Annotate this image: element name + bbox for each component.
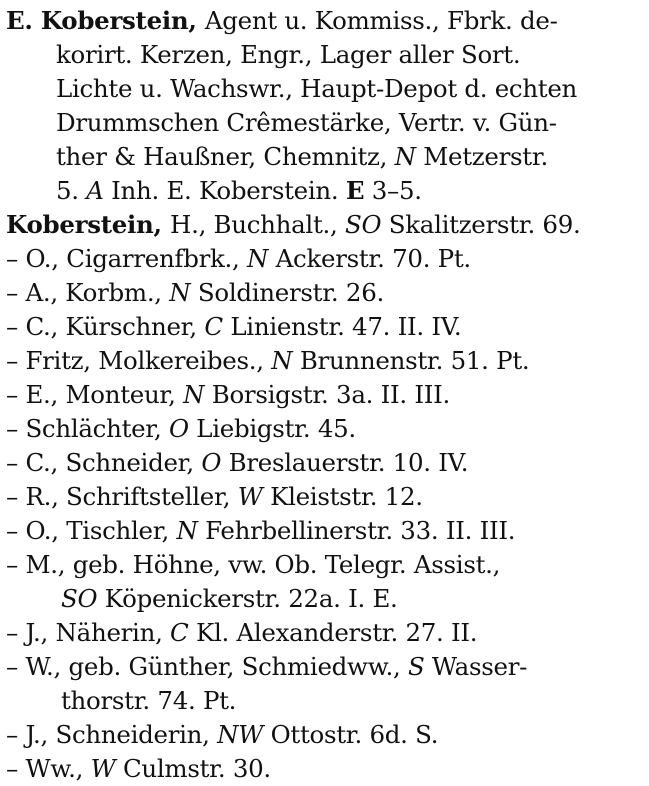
directory-page (6, 4, 643, 783)
postal-district: S (407, 652, 425, 681)
entry-text: – R., Schriftsteller, (6, 482, 238, 511)
entry-line (6, 344, 529, 378)
entry-text: – Fritz, Molkereibes., (6, 346, 272, 375)
entry-continuation-line (56, 174, 422, 208)
postal-district: C (204, 312, 223, 341)
entry-text: – W., geb. Günther, Schmiedww., (6, 652, 408, 681)
entry-text: Linienstr. 47. II. IV. (222, 312, 462, 341)
entry-text: – C., Kürschner, (6, 312, 205, 341)
entry-text: Köpenickerstr. 22a. I. E. (97, 584, 398, 613)
postal-district: A (86, 176, 104, 205)
entry-text: ther & Haußner, Chemnitz, (56, 142, 395, 171)
postal-district: N (247, 244, 269, 273)
entry-text: Ackerstr. 70. Pt. (268, 244, 471, 273)
entry-line (6, 276, 384, 310)
entry-text: Borsigstr. 3a. II. III. (204, 380, 450, 409)
entry-text: – J., Schneiderin, (6, 720, 218, 749)
entry-continuation-line (61, 582, 398, 616)
entry-text: – Ww., (6, 754, 91, 783)
entry-text: 3–5. (364, 176, 422, 205)
entry-line (6, 548, 500, 582)
entry-text: – E., Monteur, (6, 380, 184, 409)
entry-text: Lichte u. Wachswr., Haupt-Depot d. echten (56, 74, 578, 103)
entry-continuation-line (61, 684, 236, 718)
entry-text: Drummschen Crêmestärke, Vertr. v. Gün- (56, 108, 557, 137)
entry-line (6, 412, 356, 446)
entry-line (6, 310, 461, 344)
entry-text: – Schlächter, (6, 414, 170, 443)
entry-text: – J., Näherin, (6, 618, 171, 647)
entry-text: – O., Cigarrenfbrk., (6, 244, 247, 273)
entry-text: – M., geb. Höhne, vw. Ob. Telegr. Assist., (6, 550, 501, 579)
entry-line (6, 718, 438, 752)
entry-continuation-line (56, 38, 520, 72)
entry-text: Skalitzerstr. 69. (381, 210, 581, 239)
postal-district: W (90, 754, 116, 783)
entry-continuation-line (56, 72, 577, 106)
postal-district: N (169, 278, 191, 307)
postal-district: N (176, 516, 198, 545)
entry-continuation-line (56, 140, 548, 174)
entry-text: Metzerstr. (415, 142, 549, 171)
entry-text: Soldinerstr. 26. (190, 278, 384, 307)
entry-line (6, 208, 581, 242)
entry-text: 5. (56, 176, 87, 205)
postal-district: NW (217, 720, 264, 749)
entry-line (6, 752, 271, 786)
entry-line (6, 4, 558, 38)
postal-district: N (183, 380, 205, 409)
entry-text: Culmstr. 30. (115, 754, 271, 783)
postal-district: C (170, 618, 189, 647)
entry-line (6, 446, 468, 480)
postal-district: W (237, 482, 263, 511)
entry-line (6, 480, 423, 514)
postal-district: SO (61, 584, 98, 613)
entry-line (6, 378, 450, 412)
postal-district: N (271, 346, 293, 375)
entry-text: – O., Tischler, (6, 516, 177, 545)
entry-text: Breslauerstr. 10. IV. (221, 448, 469, 477)
entry-text: Inh. E. Koberstein. (103, 176, 346, 205)
entry-text: H., Buchhalt., (170, 210, 345, 239)
postal-district: O (201, 448, 222, 477)
entry-name: E. Koberstein, (6, 6, 205, 35)
entry-line (6, 650, 527, 684)
entry-text: Brunnenstr. 51. Pt. (292, 346, 530, 375)
entry-text: – A., Korbm., (6, 278, 170, 307)
entry-text: Ottostr. 6d. S. (263, 720, 439, 749)
entry-text: Fehrbellinerstr. 33. II. III. (197, 516, 516, 545)
entry-text: Wasser- (424, 652, 528, 681)
entry-continuation-line (56, 106, 557, 140)
postal-district: O (169, 414, 189, 443)
entry-text: Agent u. Kommiss., Fbrk. de- (204, 6, 558, 35)
entry-name: E (345, 176, 365, 205)
entry-text: thorstr. 74. Pt. (61, 686, 237, 715)
entry-text: Liebigstr. 45. (188, 414, 356, 443)
entry-text: – C., Schneider, (6, 448, 202, 477)
postal-district: SO (344, 210, 382, 239)
entry-name: Koberstein, (6, 210, 171, 239)
entry-text: korirt. Kerzen, Engr., Lager aller Sort. (56, 40, 521, 69)
entry-text: Kleiststr. 12. (262, 482, 423, 511)
entry-line (6, 514, 515, 548)
entry-text: Kl. Alexanderstr. 27. II. (188, 618, 478, 647)
entry-line (6, 242, 471, 276)
entry-line (6, 616, 477, 650)
postal-district: N (394, 142, 416, 171)
